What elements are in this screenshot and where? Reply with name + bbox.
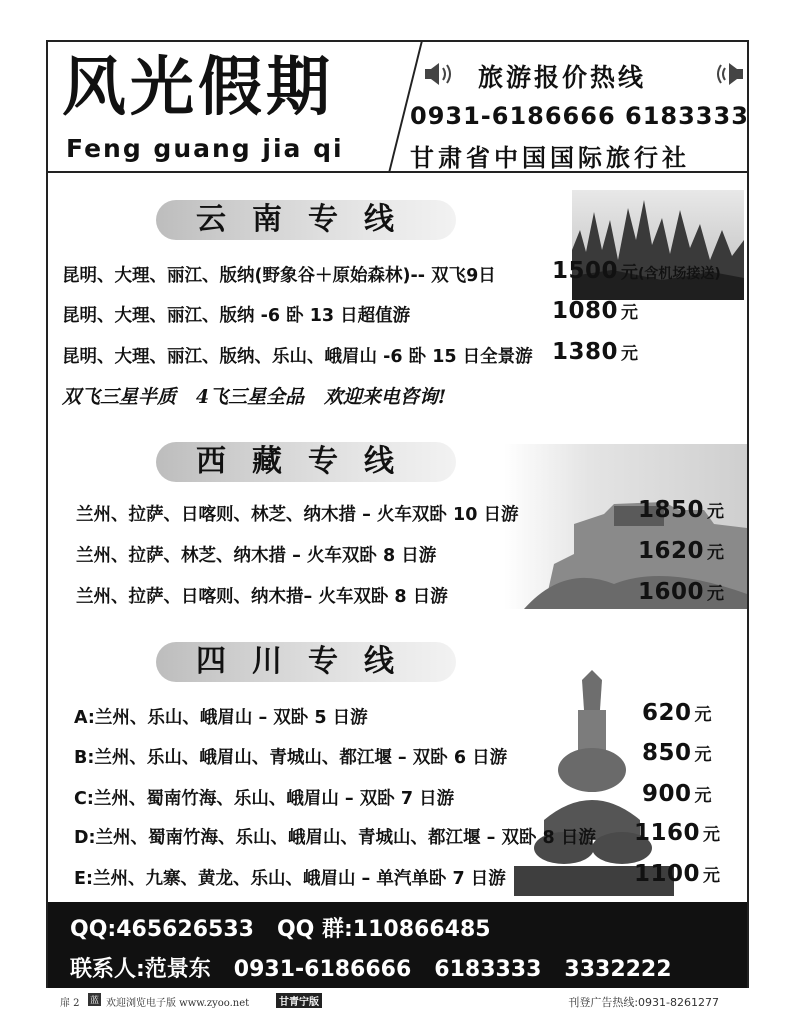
route-tibet-2: 兰州、拉萨、林芝、纳木措 – 火车双卧 8 日游 (76, 546, 437, 566)
route-sichuan-e: E:兰州、九寨、黄龙、乐山、峨眉山 – 单汽单卧 7 日游 (74, 869, 506, 889)
agency-name: 甘肃省中国国际旅行社 (410, 144, 690, 172)
hotline-title: 旅游报价热线 (478, 63, 647, 92)
route-yunnan-3: 昆明、大理、丽江、版纳、乐山、峨眉山 -6 卧 15 日全景游 (62, 347, 533, 367)
price-sichuan-c: 900 元 (642, 781, 712, 807)
speaker-left-icon (424, 60, 456, 88)
route-sichuan-a: A:兰州、乐山、峨眉山 – 双卧 5 日游 (74, 708, 368, 728)
route-tibet-3: 兰州、拉萨、日喀则、纳木措– 火车双卧 8 日游 (76, 587, 448, 607)
section-title-yunnan: 云南专线 (156, 200, 456, 240)
price-tibet-2: 1620 元 (638, 538, 725, 564)
price-sichuan-e: 1100 元 (634, 861, 721, 887)
welcome-text: 欢迎浏览电子版 www.zyoo.net (106, 998, 250, 1009)
route-tibet-1: 兰州、拉萨、日喀则、林芝、纳木措 – 火车双卧 10 日游 (76, 505, 519, 525)
hotline-phones: 0931-6186666 6183333 (410, 102, 749, 130)
section-title-sichuan: 四川专线 (156, 642, 456, 682)
page-number: 扉 2 (60, 998, 80, 1009)
price-sichuan-b: 850 元 (642, 740, 712, 766)
route-yunnan-2: 昆明、大理、丽江、版纳 -6 卧 13 日超值游 (62, 306, 411, 326)
page-footer (46, 992, 749, 1012)
header (48, 42, 747, 173)
yunnan-slogan: 双飞三星半质 4飞三星全品 欢迎来电咨询! (62, 386, 447, 408)
price-tibet-1: 1850 元 (638, 497, 725, 523)
price-tibet-3: 1600 元 (638, 579, 725, 605)
brand-pinyin: Feng guang jia qi (66, 134, 344, 163)
price-yunnan-2: 1080 元 (552, 298, 639, 324)
contact-band (48, 902, 747, 988)
route-sichuan-d: D:兰州、蜀南竹海、乐山、峨眉山、青城山、都江堰 – 双卧 8 日游 (74, 828, 596, 848)
section-title-tibet: 西藏专线 (156, 442, 456, 482)
page-tag: 蓝 (88, 993, 101, 1006)
price-sichuan-a: 620 元 (642, 700, 712, 726)
route-sichuan-c: C:兰州、蜀南竹海、乐山、峨眉山 – 双卧 7 日游 (74, 789, 455, 809)
ad-hotline: 刊登广告热线:0931-8261277 (568, 996, 719, 1009)
price-yunnan-3: 1380 元 (552, 339, 639, 365)
price-sichuan-d: 1160 元 (634, 820, 721, 846)
contact-person-phones: 联系人:范景东 0931-6186666 6183333 3332222 (70, 957, 672, 982)
edition-tag: 甘青宁版 (276, 993, 322, 1008)
speaker-right-icon (712, 60, 744, 88)
brand-title: 风光假期 (62, 50, 334, 125)
advertisement-frame (46, 40, 749, 988)
route-sichuan-b: B:兰州、乐山、峨眉山、青城山、都江堰 – 双卧 6 日游 (74, 748, 508, 768)
price-yunnan-1: 1500 元(含机场接送) (552, 258, 721, 284)
contact-qq: QQ:465626533 QQ 群:110866485 (70, 917, 491, 942)
route-yunnan-1: 昆明、大理、丽江、版纳(野象谷＋原始森林)-- 双飞9日 (62, 266, 496, 286)
